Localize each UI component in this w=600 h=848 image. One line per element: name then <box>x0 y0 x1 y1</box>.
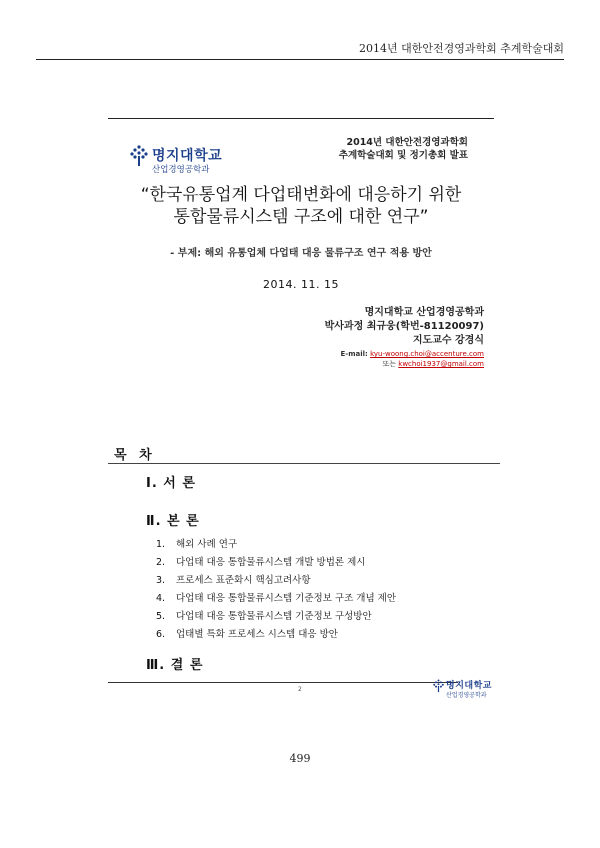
page-number: 499 <box>289 752 311 765</box>
author-block <box>325 306 484 348</box>
toc-item-text: 다업태 대응 통합물류시스템 기준정보 구조 개념 제안 <box>176 593 397 604</box>
toc-item <box>156 554 396 572</box>
primary-email-link[interactable]: kyu-woong.choi@accenture.com <box>370 350 484 358</box>
conference-line-1: 2014년 대한안전경영과학회 <box>346 137 468 148</box>
toc-item-number: 2. <box>156 557 166 568</box>
tree-logo-icon <box>130 145 148 167</box>
toc-item <box>156 626 396 644</box>
email-block <box>341 349 484 369</box>
toc-item-list <box>156 536 396 644</box>
header-rule <box>36 59 564 60</box>
presentation-date: 2014. 11. 15 <box>263 278 339 291</box>
toc-item-number: 1. <box>156 539 166 550</box>
toc-item-number: 6. <box>156 629 166 640</box>
title-line-2: 통합물류시스템 구조에 대한 연구” <box>173 207 429 227</box>
slide-number: 2 <box>298 686 302 693</box>
slide-top-rule <box>108 118 494 119</box>
toc-slide <box>108 438 500 718</box>
toc-item <box>156 608 396 626</box>
toc-item-text: 프로세스 표준화시 핵심고려사항 <box>176 575 311 586</box>
toc-item <box>156 572 396 590</box>
toc-item-text: 해외 사례 연구 <box>176 539 238 550</box>
conference-title <box>339 136 468 162</box>
advisor-name: 지도교수 강경식 <box>412 335 484 346</box>
logo-department: 산업경영공학과 <box>152 165 210 175</box>
logo-university-name: 명지대학교 <box>152 148 223 164</box>
title-slide <box>108 118 494 386</box>
toc-item-text: 업태별 특화 프로세스 시스템 대응 방안 <box>176 629 338 640</box>
author-name: 박사과정 최규웅(학번-81120097) <box>324 321 484 332</box>
alternate-email-link[interactable]: kwchoi1937@gmail.com <box>398 360 484 368</box>
toc-heading-rule <box>108 463 500 464</box>
conference-line-2: 추계학술대회 및 정기총회 발표 <box>338 150 468 161</box>
toc-section-body: Ⅱ. 본 론 <box>146 514 200 529</box>
toc-item-text: 다업태 대응 통합물류시스템 기준정보 구성방안 <box>176 611 372 622</box>
presentation-title <box>108 184 494 228</box>
toc-section-conclusion: Ⅲ. 결 론 <box>146 658 204 673</box>
toc-heading: 목 차 <box>114 448 156 463</box>
slide-footer-rule <box>108 682 458 683</box>
email-label: E-mail: <box>340 350 368 358</box>
email-alt-label: 또는 <box>382 360 397 368</box>
tree-logo-icon <box>433 679 444 693</box>
footer-logo-department: 산업경영공학과 <box>446 692 487 699</box>
author-affiliation: 명지대학교 산업경영공학과 <box>364 307 484 318</box>
footer-logo-name: 명지대학교 <box>446 681 492 691</box>
toc-item-text: 다업태 대응 통합물류시스템 개발 방법론 제시 <box>176 557 366 568</box>
toc-section-introduction: Ⅰ. 서 론 <box>146 476 196 491</box>
toc-item-number: 4. <box>156 593 166 604</box>
title-line-1: “한국유통업계 다업태변화에 대응하기 위한 <box>140 185 462 205</box>
toc-item <box>156 536 396 554</box>
running-header: 2014년 대한안전경영과학회 추계학술대회 <box>358 42 564 55</box>
toc-item-number: 5. <box>156 611 166 622</box>
toc-item <box>156 590 396 608</box>
presentation-subtitle: - 부제: 해외 유통업체 다업태 대응 물류구조 연구 적용 방안 <box>170 248 432 259</box>
university-logo <box>130 143 250 173</box>
toc-item-number: 3. <box>156 575 166 586</box>
footer-university-logo <box>433 678 523 708</box>
